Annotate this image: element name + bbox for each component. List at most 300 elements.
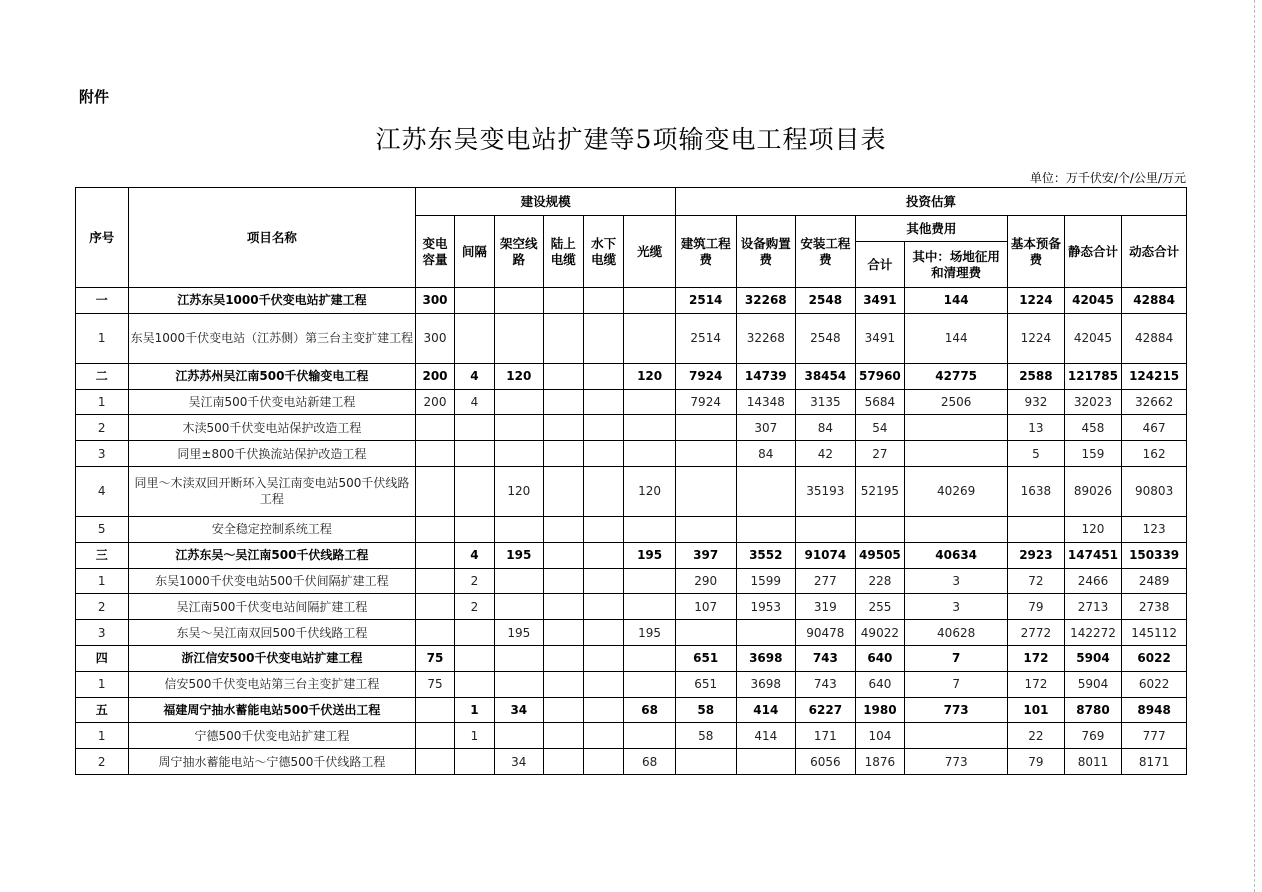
cell-value: 2466 [1064,568,1122,594]
cell-seq: 4 [76,466,129,516]
table-row [76,723,1187,749]
table-row-category [76,363,1187,389]
cell-project-name: 信安500千伏变电站第三台主变扩建工程 [128,671,416,697]
cell-value: 68 [624,749,676,775]
cell-value: 8780 [1064,697,1122,723]
cell-value: 120 [624,466,676,516]
cell-value: 5904 [1064,645,1122,671]
cell-value [543,568,583,594]
header-other-land: 其中：场地征用和清理费 [905,242,1008,288]
cell-value: 3135 [796,389,856,415]
cell-value: 35193 [796,466,856,516]
cell-value: 8948 [1122,697,1187,723]
cell-value: 79 [1008,749,1065,775]
cell-value: 34 [495,749,543,775]
cell-value: 277 [796,568,856,594]
cell-value: 6022 [1122,671,1187,697]
cell-value: 200 [416,363,454,389]
cell-value: 1638 [1008,466,1065,516]
cell-project-name: 东吴～吴江南双回500千伏线路工程 [128,620,416,646]
cell-value: 200 [416,389,454,415]
cell-value [495,389,543,415]
cell-value [583,697,623,723]
cell-value: 42775 [905,363,1008,389]
cell-value: 171 [796,723,856,749]
cell-value: 414 [736,723,796,749]
cell-value [543,749,583,775]
cell-value: 27 [855,441,904,467]
cell-value: 2588 [1008,363,1065,389]
table-row [76,620,1187,646]
cell-project-name: 周宁抽水蓄能电站～宁德500千伏线路工程 [128,749,416,775]
cell-value: 1 [454,723,494,749]
cell-value: 640 [855,645,904,671]
cell-value: 932 [1008,389,1065,415]
cell-value: 4 [454,389,494,415]
cell-value: 162 [1122,441,1187,467]
cell-value: 32662 [1122,389,1187,415]
cell-value: 651 [675,645,736,671]
cell-value [624,568,676,594]
cell-seq: 四 [76,645,129,671]
cell-value: 172 [1008,671,1065,697]
cell-value [583,645,623,671]
cell-value: 3 [905,568,1008,594]
cell-value: 38454 [796,363,856,389]
table-row [76,466,1187,516]
cell-value [454,671,494,697]
cell-value: 120 [1064,516,1122,542]
cell-value: 124215 [1122,363,1187,389]
table-row-category [76,645,1187,671]
cell-seq: 一 [76,288,129,314]
header-static-total: 静态合计 [1064,216,1122,288]
cell-value: 5 [1008,441,1065,467]
cell-seq: 二 [76,363,129,389]
cell-value: 4 [454,363,494,389]
header-seq: 序号 [76,188,129,288]
cell-value: 142272 [1064,620,1122,646]
cell-value: 2738 [1122,594,1187,620]
cell-value: 123 [1122,516,1187,542]
cell-value: 5904 [1064,671,1122,697]
table-row [76,441,1187,467]
cell-value: 1980 [855,697,904,723]
header-scale-group: 建设规模 [416,188,676,216]
cell-value [495,313,543,363]
cell-value [855,516,904,542]
cell-seq: 2 [76,594,129,620]
cell-value [543,415,583,441]
header-other-group: 其他费用 [855,216,1007,242]
cell-value [416,441,454,467]
cell-value [624,723,676,749]
cell-value: 195 [495,620,543,646]
cell-value: 75 [416,645,454,671]
cell-value [543,516,583,542]
cell-value: 72 [1008,568,1065,594]
cell-seq: 1 [76,389,129,415]
cell-value [543,645,583,671]
cell-value: 120 [495,363,543,389]
unit-note: 单位：万千伏安/个/公里/万元 [1029,171,1186,185]
cell-value: 3 [905,594,1008,620]
cell-value: 1224 [1008,288,1065,314]
cell-seq: 2 [76,415,129,441]
cell-value: 144 [905,313,1008,363]
cell-value [736,749,796,775]
cell-value [543,723,583,749]
cell-value [624,288,676,314]
cell-value [905,415,1008,441]
cell-project-name: 吴江南500千伏变电站间隔扩建工程 [128,594,416,620]
cell-value [543,542,583,568]
cell-value: 743 [796,645,856,671]
cell-project-name: 宁德500千伏变电站扩建工程 [128,723,416,749]
header-construction: 建筑工程费 [675,216,736,288]
cell-value: 195 [624,542,676,568]
cell-seq: 3 [76,620,129,646]
cell-value [495,415,543,441]
table-row [76,415,1187,441]
table-row-category [76,697,1187,723]
cell-value: 458 [1064,415,1122,441]
cell-value [583,749,623,775]
cell-value [416,568,454,594]
table-row [76,516,1187,542]
cell-value: 769 [1064,723,1122,749]
cell-value: 1224 [1008,313,1065,363]
cell-value [543,363,583,389]
header-land-cable: 陆上电缆 [543,216,583,288]
cell-value: 773 [905,749,1008,775]
cell-value: 40634 [905,542,1008,568]
cell-value [454,288,494,314]
cell-value [543,594,583,620]
cell-value [416,749,454,775]
cell-value: 91074 [796,542,856,568]
cell-value [796,516,856,542]
cell-project-name: 同里±800千伏换流站保护改造工程 [128,441,416,467]
cell-value: 5684 [855,389,904,415]
cell-value: 54 [855,415,904,441]
cell-value: 42884 [1122,313,1187,363]
cell-value [416,466,454,516]
cell-value: 22 [1008,723,1065,749]
cell-value: 2 [454,594,494,620]
cell-value: 319 [796,594,856,620]
table-row [76,749,1187,775]
cell-value: 58 [675,723,736,749]
cell-seq: 2 [76,749,129,775]
cell-value: 4 [454,542,494,568]
cell-seq: 1 [76,313,129,363]
cell-value: 195 [624,620,676,646]
cell-value [416,620,454,646]
cell-value: 2489 [1122,568,1187,594]
cell-project-name: 同里～木渎双回开断环入吴江南变电站500千伏线路工程 [128,466,416,516]
cell-value [583,516,623,542]
cell-value [495,288,543,314]
cell-value: 121785 [1064,363,1122,389]
cell-value: 6227 [796,697,856,723]
cell-value: 6056 [796,749,856,775]
cell-value [583,620,623,646]
table-row [76,389,1187,415]
table-row [76,568,1187,594]
cell-value [736,620,796,646]
cell-value: 2548 [796,313,856,363]
cell-value: 300 [416,313,454,363]
cell-value: 195 [495,542,543,568]
cell-value [543,313,583,363]
cell-value: 68 [624,697,676,723]
cell-value [624,516,676,542]
cell-value: 2548 [796,288,856,314]
cell-value: 75 [416,671,454,697]
cell-value [454,313,494,363]
cell-value: 255 [855,594,904,620]
cell-value [495,441,543,467]
cell-project-name: 木渎500千伏变电站保护改造工程 [128,415,416,441]
cell-value: 90478 [796,620,856,646]
cell-value [543,697,583,723]
cell-value: 13 [1008,415,1065,441]
header-installation: 安装工程费 [796,216,856,288]
cell-value: 467 [1122,415,1187,441]
cell-value: 2514 [675,288,736,314]
cell-project-name: 安全稳定控制系统工程 [128,516,416,542]
cell-value [454,466,494,516]
cell-value [583,594,623,620]
cell-value: 32268 [736,288,796,314]
cell-value: 32023 [1064,389,1122,415]
table-row-category [76,288,1187,314]
cell-value [675,415,736,441]
cell-value: 159 [1064,441,1122,467]
header-overhead-line: 架空线路 [495,216,543,288]
cell-value [624,441,676,467]
cell-value: 640 [855,671,904,697]
cell-seq: 五 [76,697,129,723]
cell-value: 3698 [736,645,796,671]
cell-value: 172 [1008,645,1065,671]
cell-value: 90803 [1122,466,1187,516]
cell-value: 6022 [1122,645,1187,671]
cell-value [583,441,623,467]
header-reserve: 基本预备费 [1008,216,1065,288]
cell-value [905,441,1008,467]
cell-value: 34 [495,697,543,723]
cell-project-name: 吴江南500千伏变电站新建工程 [128,389,416,415]
table-row [76,313,1187,363]
cell-value [454,516,494,542]
cell-value [416,415,454,441]
cell-value: 104 [855,723,904,749]
page-title: 江苏东吴变电站扩建等5项输变电工程项目表 [375,125,887,154]
cell-value: 49505 [855,542,904,568]
cell-value [454,749,494,775]
cell-value: 42045 [1064,313,1122,363]
cell-value [454,645,494,671]
cell-value: 107 [675,594,736,620]
cell-value [416,594,454,620]
cell-value [543,441,583,467]
cell-value: 3491 [855,313,904,363]
cell-value: 120 [624,363,676,389]
cell-value: 1 [454,697,494,723]
cell-value [416,723,454,749]
header-dynamic-total: 动态合计 [1122,216,1187,288]
cell-value [583,723,623,749]
cell-value [495,516,543,542]
cell-value [495,723,543,749]
cell-value [624,594,676,620]
cell-project-name: 东吴1000千伏变电站（江苏侧）第三台主变扩建工程 [128,313,416,363]
cell-value: 300 [416,288,454,314]
cell-value [905,516,1008,542]
cell-value: 144 [905,288,1008,314]
table-row-category [76,542,1187,568]
cell-value [543,671,583,697]
cell-value: 414 [736,697,796,723]
table-row [76,671,1187,697]
cell-seq: 1 [76,671,129,697]
cell-value: 773 [905,697,1008,723]
cell-value: 42884 [1122,288,1187,314]
cell-value [675,516,736,542]
cell-value [583,542,623,568]
cell-value: 290 [675,568,736,594]
cell-value [543,466,583,516]
cell-value [583,313,623,363]
cell-value [583,363,623,389]
cell-value: 42 [796,441,856,467]
cell-value [624,415,676,441]
cell-value [736,516,796,542]
cell-value: 8011 [1064,749,1122,775]
cell-value: 58 [675,697,736,723]
cell-value [454,415,494,441]
cell-value: 49022 [855,620,904,646]
cell-value: 145112 [1122,620,1187,646]
cell-value: 3491 [855,288,904,314]
cell-value [583,466,623,516]
cell-value: 14739 [736,363,796,389]
cell-value: 1953 [736,594,796,620]
cell-value: 57960 [855,363,904,389]
cell-project-name: 江苏苏州吴江南500千伏输变电工程 [128,363,416,389]
cell-value: 2772 [1008,620,1065,646]
cell-value [583,671,623,697]
cell-value [454,620,494,646]
cell-value [583,415,623,441]
cell-value: 52195 [855,466,904,516]
cell-value [543,389,583,415]
cell-value [416,697,454,723]
cell-value: 84 [736,441,796,467]
cell-value: 2923 [1008,542,1065,568]
cell-seq: 5 [76,516,129,542]
cell-value [675,466,736,516]
cell-value: 40269 [905,466,1008,516]
cell-value: 120 [495,466,543,516]
cell-project-name: 福建周宁抽水蓄能电站500千伏送出工程 [128,697,416,723]
cell-value: 3552 [736,542,796,568]
cell-value: 777 [1122,723,1187,749]
cell-value: 743 [796,671,856,697]
cell-seq: 1 [76,568,129,594]
cell-value: 89026 [1064,466,1122,516]
cell-value [624,313,676,363]
cell-value: 84 [796,415,856,441]
cell-value [495,594,543,620]
cell-value: 2506 [905,389,1008,415]
cell-project-name: 浙江信安500千伏变电站扩建工程 [128,645,416,671]
cell-project-name: 江苏东吴1000千伏变电站扩建工程 [128,288,416,314]
header-submarine-cable: 水下电缆 [583,216,623,288]
header-optical-cable: 光缆 [624,216,676,288]
project-table [75,187,1187,775]
cell-value [416,542,454,568]
table-row [76,594,1187,620]
cell-value [543,288,583,314]
cell-value: 7 [905,671,1008,697]
cell-value: 228 [855,568,904,594]
cell-value: 14348 [736,389,796,415]
cell-value [905,723,1008,749]
cell-project-name: 东吴1000千伏变电站500千伏间隔扩建工程 [128,568,416,594]
cell-seq: 三 [76,542,129,568]
cell-value [495,568,543,594]
cell-value [624,389,676,415]
cell-value: 7924 [675,389,736,415]
cell-value [675,620,736,646]
cell-value [624,671,676,697]
cell-value: 150339 [1122,542,1187,568]
attachment-label: 附件 [79,88,110,106]
cell-value [583,389,623,415]
cell-value: 2 [454,568,494,594]
cell-seq: 3 [76,441,129,467]
cell-value [624,645,676,671]
header-capacity: 变电容量 [416,216,454,288]
cell-value: 7 [905,645,1008,671]
cell-value [495,671,543,697]
cell-value: 1876 [855,749,904,775]
cell-value: 2514 [675,313,736,363]
cell-value: 42045 [1064,288,1122,314]
cell-value [454,441,494,467]
cell-value: 79 [1008,594,1065,620]
cell-value [736,466,796,516]
header-equipment: 设备购置费 [736,216,796,288]
cell-seq: 1 [76,723,129,749]
header-name: 项目名称 [128,188,416,288]
cell-value [416,516,454,542]
cell-value: 40628 [905,620,1008,646]
cell-value [543,620,583,646]
cell-value [583,568,623,594]
cell-value [1008,516,1065,542]
header-investment-group: 投资估算 [675,188,1186,216]
cell-value: 397 [675,542,736,568]
cell-value: 101 [1008,697,1065,723]
header-bay: 间隔 [454,216,494,288]
cell-value: 651 [675,671,736,697]
cell-value: 307 [736,415,796,441]
cell-project-name: 江苏东吴～吴江南500千伏线路工程 [128,542,416,568]
